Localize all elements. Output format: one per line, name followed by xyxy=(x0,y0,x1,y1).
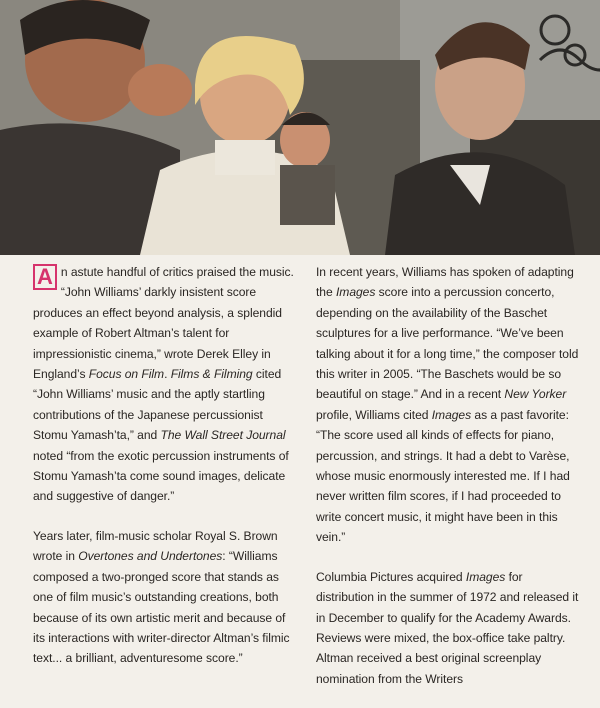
right-text-column xyxy=(316,262,583,708)
italic-title-text: Images xyxy=(465,569,506,584)
italic-title-text: New Yorker xyxy=(504,387,567,402)
italic-title-text: Focus on Film xyxy=(88,367,165,382)
body-text: n astute handful of critics praised the music. “John Williams’ darkly insistent score produces an effect beyond analysis, a splendid example of Robert Altman’s talent for impressionistic cinema,” wrote Derek Elley in England’s xyxy=(33,265,294,382)
body-text: In recent years, Williams has spoken of adapting the xyxy=(316,265,574,300)
film-still-photo xyxy=(0,0,600,255)
body-text: profile, Williams cited xyxy=(316,407,432,422)
body-text: for distribution in the summer of 1972 and released it in December to qualify for the Academy Awards. Reviews were mixed, the box-office take paltry. Altman received a best original screenplay nomination from the Writers xyxy=(316,569,579,686)
body-text: score into a percussion concerto, depending on the availability of the Baschet sculptures for a live performance. “We’ve been talking about it for a long time,” the composer told this writer in 2005. “The Baschets would be so beautiful on stage.” And in a recent xyxy=(316,285,579,402)
body-text: cited “John Williams’ music and the aptly startling contributions of the Japanese percussionist Stomu Yamash’ta,” and xyxy=(33,367,282,443)
body-text: Columbia Pictures acquired xyxy=(316,569,466,584)
photo-illustration xyxy=(0,0,600,255)
italic-title-text: Images xyxy=(335,285,376,300)
italic-title-text: Overtones and Undertones xyxy=(78,549,223,564)
right-paragraph-1 xyxy=(316,262,583,548)
body-text: . xyxy=(164,367,171,382)
body-text: noted “from the exotic percussion instruments of Stomu Yamash’ta come sound images, delicate and suggestive of danger.” xyxy=(33,448,289,504)
drop-cap: A xyxy=(33,264,57,290)
body-text: : “Williams composed a two-pronged score that stands as one of film music’s outstanding creations, both because of its own artistic merit and because of its interactions with writer-director Altman’s filmic text... a brilliant, adventuresome score.” xyxy=(33,549,290,666)
body-text: Years later, film-music scholar Royal S. Brown wrote in xyxy=(33,528,278,564)
left-text-column xyxy=(33,262,300,688)
right-paragraph-2 xyxy=(316,567,583,689)
body-text: as a past favorite: “The score used all kinds of effects for piano, percussion, and strings. It had a debt to Varèse, whose music enormously interested me. If I had never written film scores, if I had proceeded to write concert music, it might have been in this vein.” xyxy=(316,407,570,545)
italic-title-text: Films & Filming xyxy=(170,367,253,382)
italic-title-text: The Wall Street Journal xyxy=(160,428,286,443)
left-paragraph-2 xyxy=(33,526,300,669)
left-paragraph-1 xyxy=(33,262,300,507)
italic-title-text: Images xyxy=(431,407,472,422)
